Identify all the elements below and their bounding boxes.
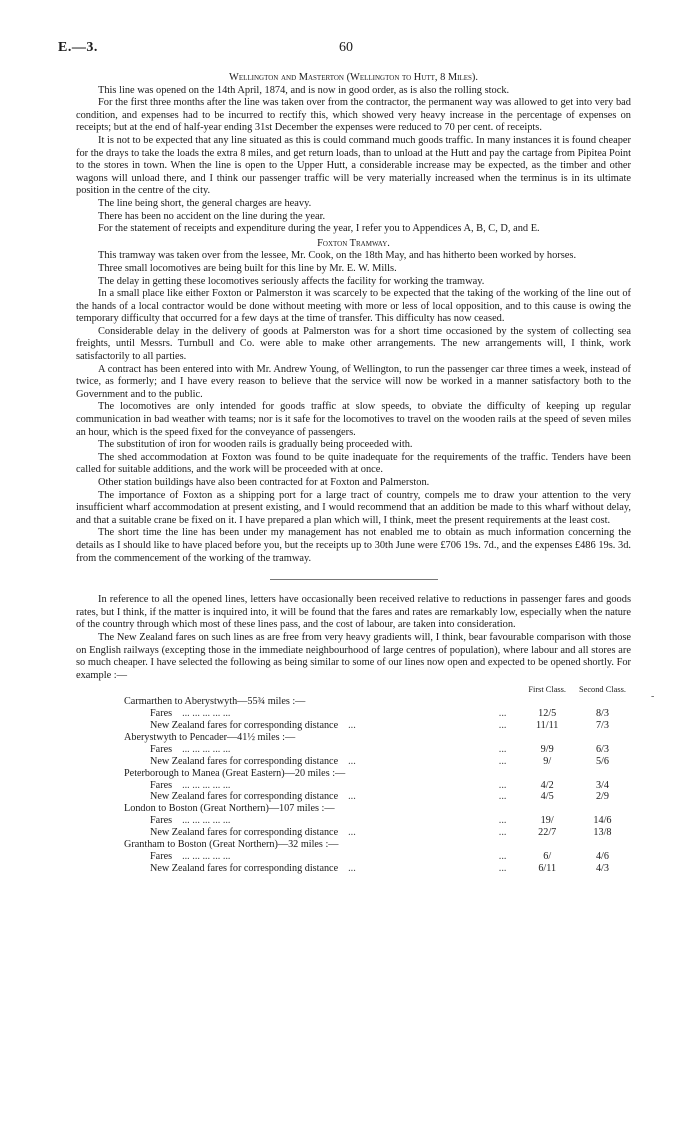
fare-route-row: [76, 768, 631, 780]
paragraph: The short time the line has been under my management has not enabled me to obtain as much information concerning the details as I should like to have placed before you, but the receipts up to 30th June were £706 19s. 7d., and the expenses £486 19s. 3d. from the commencement of the working of the tramway.: [76, 527, 631, 564]
dot-leader: ...: [498, 720, 507, 732]
paragraph: The locomotives are only intended for goods traffic at slow speeds, to obviate the difficulty of keeping up regular communication in bad weather with teams; nor is it safe for the locomotives to travel on the wooden rails at the speed of seven miles an hour, which is the speed fixed for the conveyance of passengers.: [76, 401, 631, 438]
fare-route-row: [76, 732, 631, 744]
fare-row: [76, 780, 631, 792]
fare-row-label-cell: [76, 756, 520, 768]
fare-row-label-cell: [76, 863, 520, 875]
fare-row-label: Fares: [150, 815, 173, 827]
dot-leader: ...: [348, 827, 356, 839]
dot-leader: ...: [498, 743, 507, 755]
dot-leader: ... ... ... ... ...: [182, 743, 231, 755]
second-class-fare: 4/3: [595, 862, 609, 874]
section-heading-foxton-tramway: Foxton Tramway.: [317, 237, 390, 249]
section-wellington-masterton: [76, 85, 631, 236]
paragraph: Considerable delay in the delivery of goods at Palmerston was for a short time occasioned by the system of collecting sea freights, until Messrs. Turnbull and Co. were able to make other arrangements. The new arrangements will, I think, work satisfactorily to all parties.: [76, 325, 631, 363]
dot-leader: ...: [498, 779, 507, 791]
first-class-fare: 4/2: [540, 779, 554, 791]
fare-table-header: [76, 684, 631, 696]
first-class-fare: 6/: [543, 851, 552, 862]
fare-row: [76, 708, 631, 720]
second-class-fare: 8/3: [595, 708, 609, 720]
paragraph: There has been no accident on the line during the year.: [98, 210, 326, 222]
paragraph: Other station buildings have also been contracted for at Foxton and Palmerston.: [98, 477, 430, 488]
fare-row: [76, 756, 631, 768]
fare-row-label: New Zealand fares for corresponding distance: [150, 827, 339, 839]
fare-row: [76, 827, 631, 839]
second-class-fare: 4/6: [595, 851, 609, 862]
dot-leader: ...: [348, 720, 356, 732]
dot-leader: ... ... ... ... ...: [182, 708, 231, 720]
fare-row-label: Fares: [150, 708, 173, 720]
route-label: London to Boston (Great Northern)—107 miles :—: [124, 803, 335, 815]
paragraph: It is not to be expected that any line situated as this is could command much goods traffic. In many instances it is found cheaper for the drays to take the loads the extra 8 miles, and get return loads, than to unload at the Hutt and pay the cartage from Pipitea Point to the stores in town. When the line is open to the Upper Hutt, a considerable increase may be expected, as the timber and other wagons will unload there, and I think our passenger traffic will be very materially increased when the terminus is in its ultimate position in the centre of the city.: [76, 134, 631, 197]
fare-row-label-cell: [76, 791, 520, 803]
first-class-fare: 9/9: [540, 743, 554, 755]
fare-row: [76, 863, 631, 875]
column-header-second-class: Second Class.: [578, 685, 626, 695]
paragraph: A contract has been entered into with Mr. Andrew Young, of Wellington, to run the passenger car three times a week, instead of twice, as formerly; and I have every reason to believe that the service will now be worked in a manner satisfactory both to the Government and to the public.: [76, 363, 631, 400]
page-number: 60: [339, 40, 353, 55]
paragraph: The substitution of iron for wooden rails is gradually being proceeded with.: [98, 439, 413, 451]
fare-row-label: Fares: [150, 779, 173, 791]
fare-row-label-cell: [76, 815, 520, 827]
section-foxton-tramway: [76, 250, 631, 565]
paragraph: The importance of Foxton as a shipping port for a large tract of country, compels me to draw your attention to the very insufficient wharf accommodation at present existing, and I would recommend that an addition be made to this wharf without delay, and that a suitable crane be fixed on it. I have prepared a plan which will, I think, meet the present requirements at the least cost.: [76, 489, 631, 526]
first-class-fare: 12/5: [538, 708, 557, 720]
paragraph: For the statement of receipts and expenditure during the year, I refer you to Appendices A, B, C, D, and E.: [98, 223, 540, 235]
second-class-fare: 7/3: [595, 720, 609, 732]
first-class-fare: 6/11: [538, 862, 557, 874]
dot-leader: ...: [348, 791, 356, 803]
fare-row: [76, 791, 631, 803]
paragraph: This tramway was taken over from the lessee, Mr. Cook, on the 18th May, and has hitherto been worked by horses.: [98, 250, 577, 262]
dot-leader: ...: [498, 851, 507, 862]
fare-row-label-cell: [76, 744, 520, 756]
document-code: E.—3.: [58, 40, 98, 55]
paragraph: The line being short, the general charges are heavy.: [98, 197, 312, 209]
fare-row-label-cell: [76, 851, 520, 863]
second-class-fare: 13/8: [593, 827, 612, 839]
fare-row-label-cell: [76, 708, 520, 720]
dot-leader: ...: [498, 862, 507, 874]
fare-row: [76, 851, 631, 863]
fare-row-label: New Zealand fares for corresponding distance: [150, 720, 339, 732]
fare-comparison-table: [76, 684, 631, 875]
fare-route-row: [76, 839, 631, 851]
column-header-first-class: First Class.: [528, 685, 567, 695]
dot-leader: ...: [348, 862, 356, 874]
section-heading-wellington-masterton: Wellington and Masterton (Wellington to Hutt, 8 Miles).: [229, 72, 478, 83]
fare-row: [76, 744, 631, 756]
first-class-fare: 9/: [543, 755, 552, 767]
route-label: Carmarthen to Aberystwyth—55¾ miles :—: [124, 696, 306, 708]
fare-row-label-cell: [76, 780, 520, 792]
dot-leader: ... ... ... ... ...: [182, 779, 231, 791]
margin-mark: -: [651, 691, 655, 702]
second-class-fare: 14/6: [593, 815, 612, 827]
route-label: Grantham to Boston (Great Northern)—32 miles :—: [124, 839, 339, 851]
first-class-fare: 4/5: [540, 791, 554, 803]
paragraph: The delay in getting these locomotives seriously affects the facility for working the tramway.: [98, 275, 485, 287]
dot-leader: ...: [498, 815, 507, 827]
fare-route-row: [76, 803, 631, 815]
fare-row-label-cell: [76, 720, 520, 732]
paragraph: Three small locomotives are being built for this line by Mr. E. W. Mills.: [98, 262, 397, 274]
section-fares-comparison: [76, 594, 631, 682]
first-class-fare: 19/: [540, 815, 554, 827]
dot-leader: ...: [498, 755, 507, 767]
section-divider: [270, 579, 438, 580]
dot-leader: ...: [498, 791, 507, 803]
fare-row-label: Fares: [150, 743, 173, 755]
dot-leader: ...: [348, 755, 356, 767]
fare-row-label: New Zealand fares for corresponding distance: [150, 791, 339, 803]
dot-leader: ... ... ... ... ...: [182, 851, 231, 862]
fare-row: [76, 720, 631, 732]
paragraph: This line was opened on the 14th April, 1874, and is now in good order, as is also the rolling stock.: [98, 84, 510, 96]
fare-row-label: New Zealand fares for corresponding distance: [150, 862, 339, 874]
first-class-fare: 11/11: [535, 720, 559, 732]
second-class-fare: 2/9: [595, 791, 609, 803]
route-label: Aberystwyth to Pencader—41½ miles :—: [124, 731, 296, 743]
second-class-fare: 3/4: [595, 779, 609, 791]
dot-leader: ...: [498, 827, 507, 839]
route-label: Peterborough to Manea (Great Eastern)—20 miles :—: [124, 767, 346, 779]
fare-row-label: New Zealand fares for corresponding distance: [150, 755, 339, 767]
paragraph: The shed accommodation at Foxton was found to be quite inadequate for the requirements of the traffic. Tenders have been called for suitable additions, and the work will be proceeded with at once.: [76, 451, 631, 476]
first-class-fare: 22/7: [538, 827, 557, 839]
paragraph: For the first three months after the line was taken over from the contractor, the permanent way was allowed to get into very bad condition, and expenses had to be incurred to rectify this, which showed very heavy increase in the percentage of expenses on receipts; but at the end of half-year ending 31st December the expenses were reduced to 70 per cent. of receipts.: [76, 97, 631, 134]
dot-leader: ... ... ... ... ...: [182, 815, 231, 827]
fare-route-row: [76, 696, 631, 708]
paragraph: The New Zealand fares on such lines as are free from very heavy gradients will, I think, bear favourable comparison with those on English railways (excepting those in the immediate neighbourhood of large centres of population), where labour and all stores are so much cheaper. I have selected the following as being similar to some of our lines now open and expected to be opened shortly. For example :—: [76, 631, 631, 681]
fare-row-label-cell: [76, 827, 520, 839]
fare-row-label: Fares: [150, 851, 173, 862]
paragraph: In a small place like either Foxton or Palmerston it was scarcely to be expected that the taking of the working of the line out of the hands of a local contractor would be done without meeting with more or less of local opposition, and to this cause is owing the temporary difficulty that occurred for a few days at the time of transfer. This difficulty has now ceased.: [76, 288, 631, 325]
page-body: [76, 72, 631, 875]
fare-row: [76, 815, 631, 827]
dot-leader: ...: [498, 708, 507, 720]
paragraph: In reference to all the opened lines, letters have occasionally been received relative to reductions in passenger fares and goods rates, but I think, if the matter is inquired into, it will be found that the fares and rates are remarkably low, especially when the nature of the country through which most of these lines pass, and the cost of labour, are taken into consideration.: [76, 594, 631, 631]
second-class-fare: 5/6: [595, 755, 609, 767]
second-class-fare: 6/3: [595, 743, 609, 755]
